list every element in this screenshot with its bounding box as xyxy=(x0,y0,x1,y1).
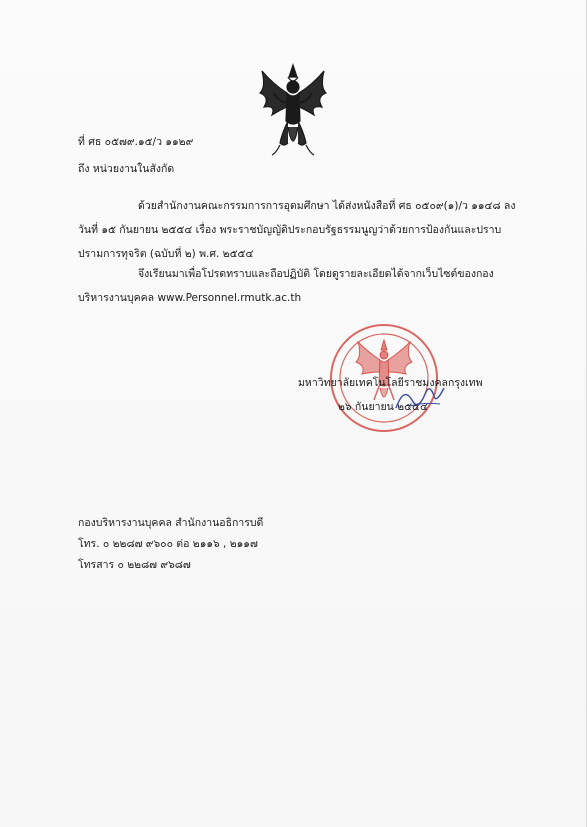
footer-fax: โทรสาร ๐ ๒๒๘๗ ๙๖๘๗ xyxy=(78,559,191,571)
addressee-line: ถึง หน่วยงานในสังกัด xyxy=(78,163,175,175)
garuda-emblem-icon xyxy=(258,63,328,158)
footer-office: กองบริหารงานบุคคล สำนักงานอธิการบดี xyxy=(78,517,264,529)
body-paragraph-2: จึงเรียนมาเพื่อโปรดทราบและถือปฏิบัติ โดยดูรายละเอียดได้จากเว็บไซต์ของกองบริหารงานบุคคล www.Personnel.rmutk.ac.th xyxy=(78,268,494,304)
signatory-organization: มหาวิทยาลัยเทคโนโลยีราชมงคลกรุงเทพ xyxy=(298,377,483,389)
signature-icon xyxy=(390,378,450,418)
body-paragraph-1: ด้วยสำนักงานคณะกรรมการการอุดมศึกษา ได้ส่งหนังสือที่ ศธ ๐๕๐๙(๑)/ว ๑๑๔๘ ลงวันที่ ๑๕ กันยายน ๒๕๕๔ เรื่อง พระราชบัญญัติประกอบรัฐธรรมนูญว่าด้วยการป้องกันและปราบปรามการทุจริต (ฉบับที่ ๒) พ.ศ. ๒๕๕๔ xyxy=(78,200,516,260)
footer-phone: โทร. ๐ ๒๒๘๗ ๙๖๐๐ ต่อ ๒๑๑๖ , ๒๑๑๗ xyxy=(78,538,258,550)
signature-date: ๒๖ กันยายน ๒๕๕๔ xyxy=(338,401,428,413)
document-number: ที่ ศธ ๐๕๗๙.๑๕/ว ๑๑๒๙ xyxy=(78,136,194,148)
